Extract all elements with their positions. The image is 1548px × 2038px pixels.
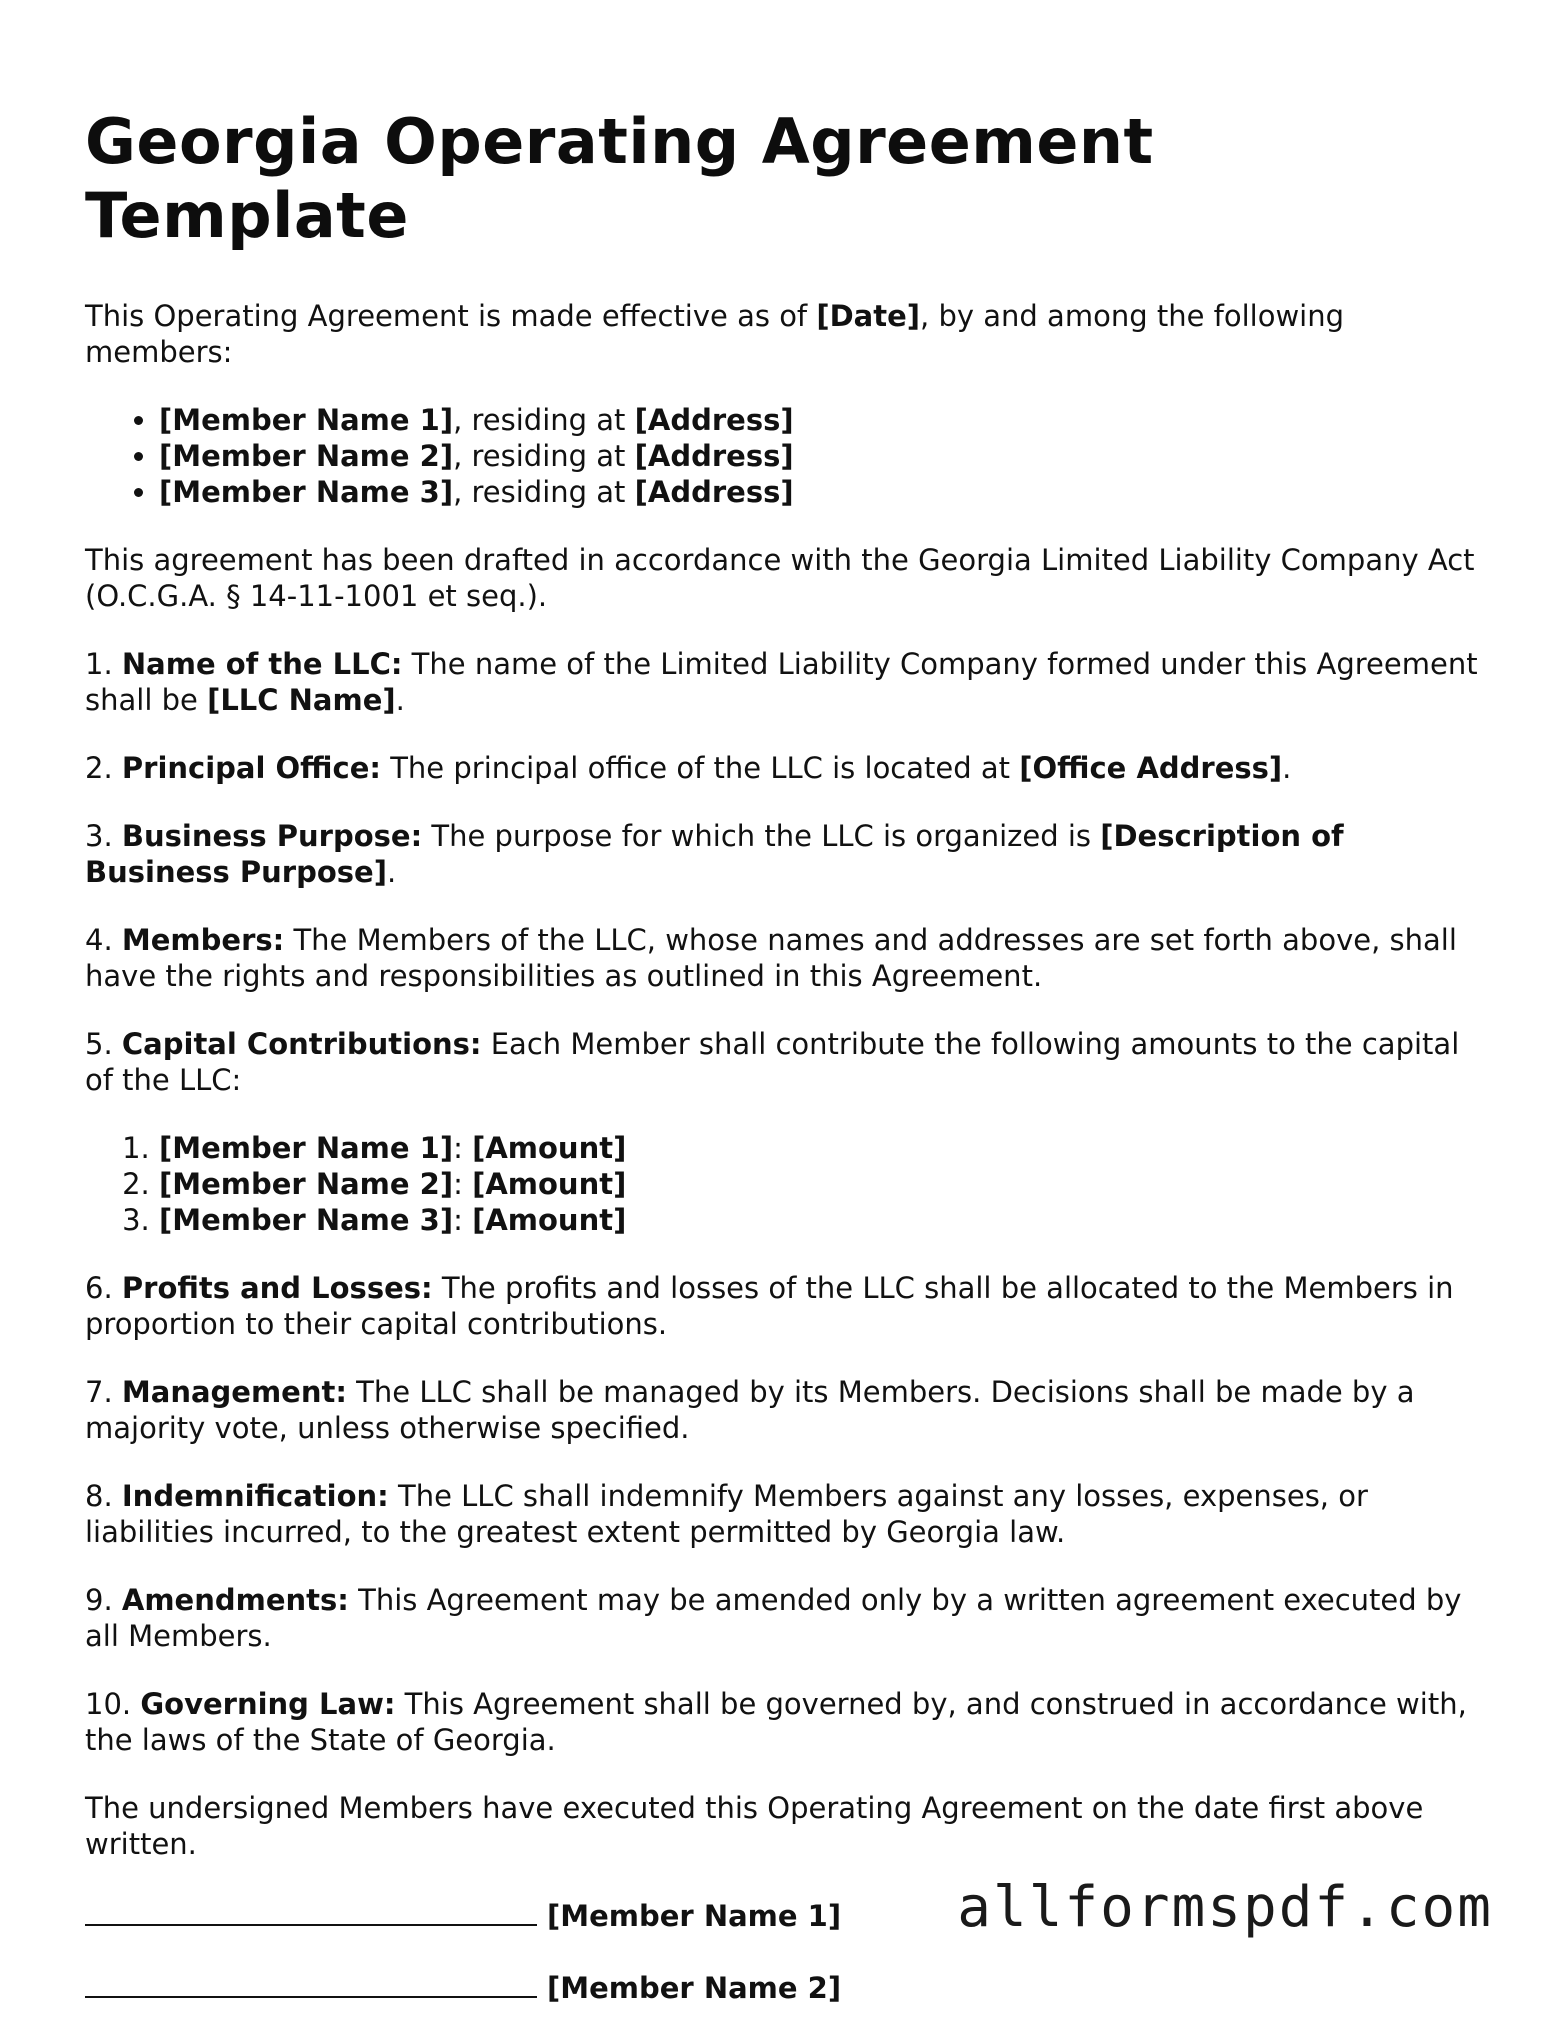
section-number: 7. [85,1374,122,1409]
member-address: [Address] [634,474,794,509]
section-number: 8. [85,1478,122,1513]
section-text: The purpose for which the LLC is organized is [422,818,1101,853]
section-end: . [395,682,405,717]
section-heading: Profits and Losses: [121,1270,433,1305]
contributor-name: [Member Name 2] [159,1166,454,1201]
signature-field[interactable] [85,1966,537,1998]
section-heading: Principal Office: [121,750,381,785]
section-indemnification [85,1478,1485,1550]
document-title: Georgia Operating Agreement Template [85,105,1154,253]
section-heading: Business Purpose: [121,818,423,853]
section-text: The principal office of the LLC is located at [380,750,1020,785]
member-separator: , residing at [453,438,635,473]
intro-suffix: , by and among the following members: [85,298,1345,369]
closing-paragraph: The undersigned Members have executed this Operating Agreement on the date first above written. [85,1790,1424,1861]
signature-name: [Member Name 1] [547,1898,842,1933]
section-end: . [1282,750,1292,785]
section-number: 1. [85,646,122,681]
section-heading: Name of the LLC: [121,646,403,681]
section-name-of-llc [85,646,1485,718]
section-end: . [386,854,397,889]
member-separator: , residing at [453,474,635,509]
contributor-name: [Member Name 3] [159,1202,454,1237]
amount-placeholder: [Amount] [472,1130,627,1165]
section-heading: Management: [121,1374,347,1409]
amount-placeholder: [Amount] [472,1202,627,1237]
section-text: The profits and losses of the LLC shall be allocated to the Members in proportion to their capital contributions. [85,1270,1454,1341]
section-heading: Capital Contributions: [121,1026,482,1061]
member-name: [Member Name 2] [159,438,454,473]
signature-field[interactable] [85,1894,537,1926]
member-list [85,402,1485,510]
member-list-item [159,474,1485,510]
section-heading: Indemnification: [121,1478,389,1513]
date-placeholder: [Date] [816,298,921,333]
amount-placeholder: [Amount] [472,1166,627,1201]
section-number: 4. [85,922,122,957]
member-list-item [159,402,1485,438]
section-text: The LLC shall be managed by its Members. Decisions shall be made by a majority vote, unless otherwise specified. [85,1374,1415,1445]
section-heading: Amendments: [121,1582,349,1617]
section-number: 10. [85,1686,141,1721]
section-management [85,1374,1485,1446]
watermark: allformspdf.com [957,1875,1493,1940]
section-number: 6. [85,1270,122,1305]
contributor-name: [Member Name 1] [159,1130,454,1165]
office-address-placeholder: [Office Address] [1019,750,1283,785]
section-text: This Agreement may be amended only by a written agreement executed by all Members. [85,1582,1462,1653]
contribution-item [159,1166,1485,1202]
llc-name-placeholder: [LLC Name] [207,682,396,717]
section-number: 2. [85,750,122,785]
member-name: [Member Name 1] [159,402,454,437]
intro-prefix: This Operating Agreement is made effective as of [85,298,817,333]
signature-line-member-2 [85,1966,1485,2006]
section-number: 5. [85,1026,122,1061]
member-address: [Address] [634,438,794,473]
section-number: 9. [85,1582,122,1617]
document-page [85,105,1485,2038]
signature-name: [Member Name 2] [547,1970,842,2005]
section-business-purpose [85,818,1485,890]
section-text: This Agreement shall be governed by, and construed in accordance with, the laws of the State of Georgia. [85,1686,1467,1757]
section-profits-losses [85,1270,1485,1342]
section-text: The Members of the LLC, whose names and addresses are set forth above, shall have the rights and responsibilities as outlined in this Agreement. [85,922,1457,993]
section-heading: Members: [121,922,285,957]
member-name: [Member Name 3] [159,474,454,509]
contribution-list [85,1130,1485,1238]
contribution-separator: : [453,1166,473,1201]
section-governing-law [85,1686,1485,1758]
contribution-separator: : [453,1130,473,1165]
section-members [85,922,1485,994]
intro-paragraph [85,298,1485,370]
contribution-item [159,1202,1485,1238]
section-text: Each Member shall contribute the following amounts to the capital of the LLC: [85,1026,1460,1097]
member-address: [Address] [634,402,794,437]
section-amendments [85,1582,1485,1654]
section-heading: Governing Law: [140,1686,396,1721]
section-number: 3. [85,818,122,853]
statute-note: This agreement has been drafted in accordance with the Georgia Limited Liability Company Act (O.C.G.A. § 14-11-1001 et seq.). [85,542,1475,613]
contribution-separator: : [453,1202,473,1237]
member-separator: , residing at [453,402,635,437]
section-principal-office [85,750,1485,786]
section-text: The LLC shall indemnify Members against any losses, expenses, or liabilities incurred, to the greatest extent permitted by Georgia law. [85,1478,1368,1549]
section-capital-contributions [85,1026,1485,1098]
section-text: The name of the Limited Liability Company formed under this Agreement shall be [85,646,1478,717]
contribution-item [159,1130,1485,1166]
business-purpose-placeholder: [Description of Business Purpose] [85,818,1344,889]
member-list-item [159,438,1485,474]
